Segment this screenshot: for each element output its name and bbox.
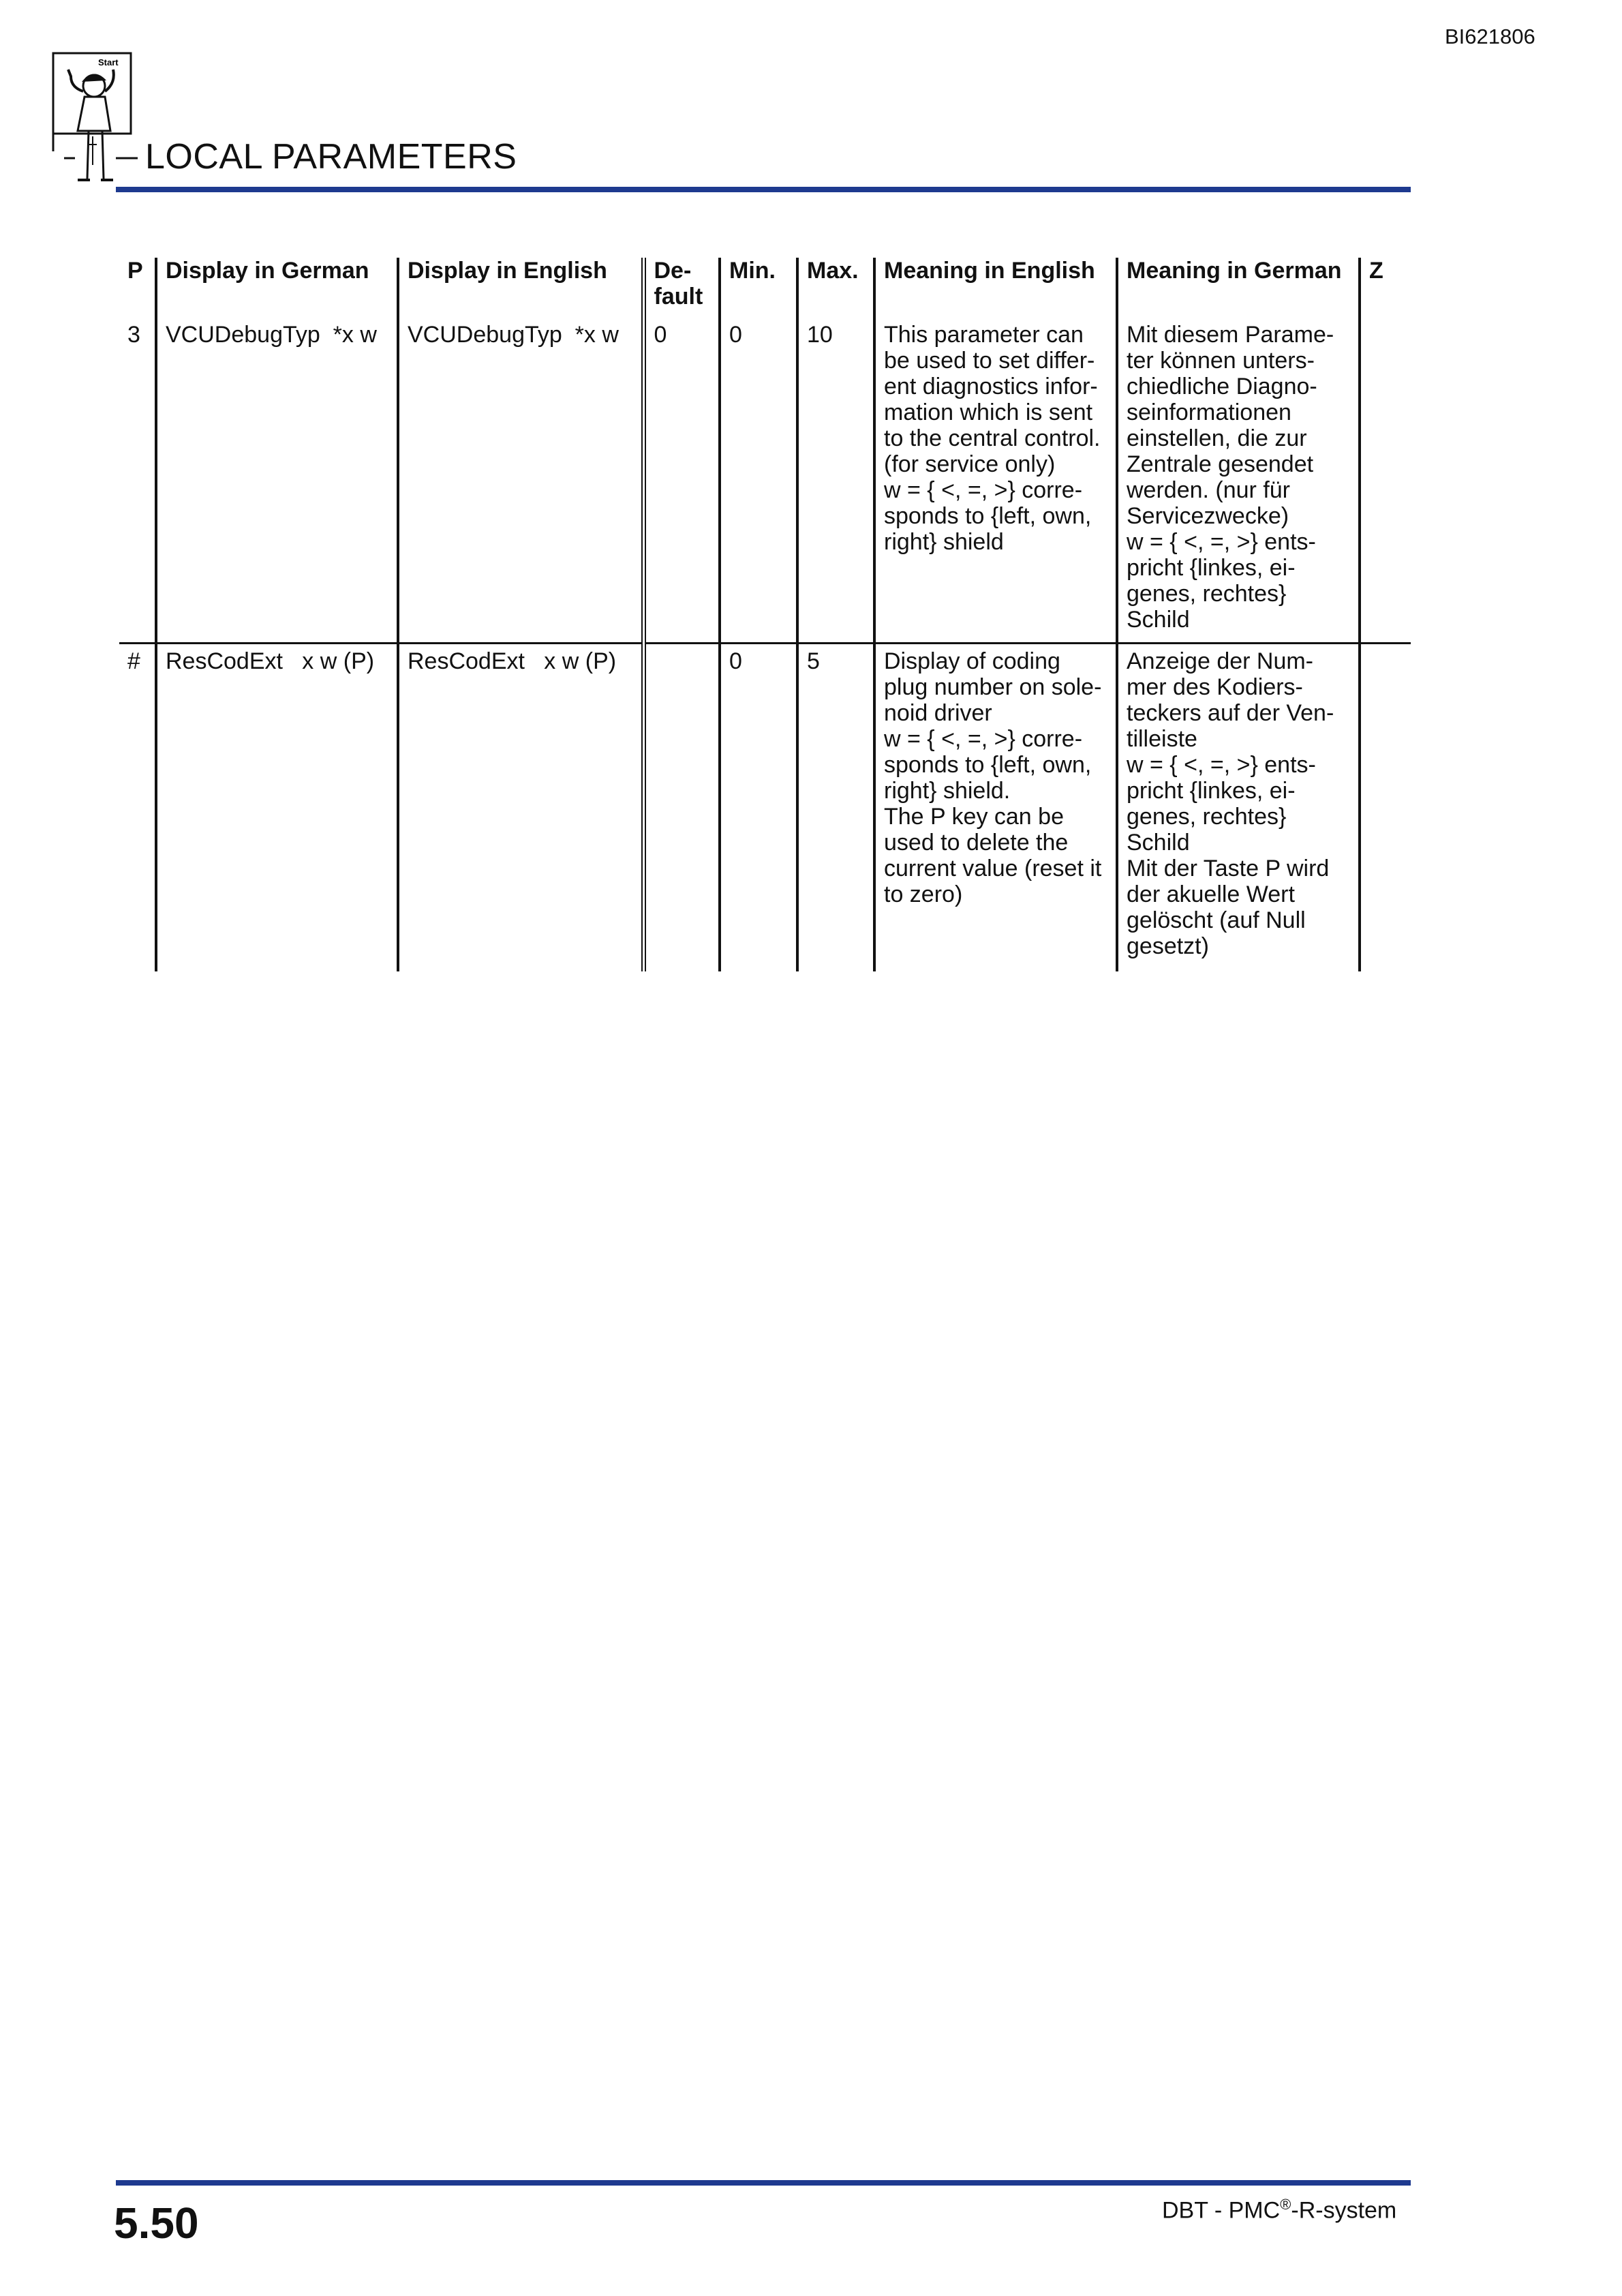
cell-min: 0 [720, 644, 797, 972]
page-number: 5.50 [114, 2199, 199, 2248]
header-p: P [127, 258, 143, 284]
cell-p: # [127, 648, 140, 674]
header-default: De- fault [643, 258, 720, 318]
footer-label-prefix: DBT - PMC [1162, 2197, 1281, 2224]
footer-label [1162, 2196, 1396, 2224]
cell-display-german: VCUDebugTyp *x w [156, 318, 398, 644]
cell-meaning-german: Mit diesem Parame- ter können unters- chiedliche Diagno- seinformationen einstellen, die zur Zentrale gesendet werden. (nur für Servicezwecke) w = { <, =, >} ents- pricht {linkes, ei- genes, rechtes} Schild [1117, 318, 1360, 644]
cell-default: 0 [643, 318, 720, 644]
section-title: LOCAL PARAMETERS [145, 137, 517, 177]
header-z: Z [1360, 258, 1411, 318]
document-id: BI621806 [1445, 25, 1535, 48]
logo-text: Start [98, 57, 119, 67]
cell-max: 10 [797, 318, 874, 644]
table-header-row [119, 258, 1411, 318]
cell-display-english: VCUDebugTyp *x w [398, 318, 643, 644]
start-figure-icon [50, 49, 139, 185]
cell-p: 3 [119, 318, 156, 644]
footer-rule [116, 2180, 1411, 2186]
cell-meaning-german: Anzeige der Num- mer des Kodiers- teckers auf der Ven- tilleiste w = { <, =, >} ents- pricht {linkes, ei- genes, rechtes} Schild Mit der Taste P wird der akuelle Wert gelöscht (auf Null gesetzt) [1117, 644, 1360, 972]
cell-z [1360, 318, 1411, 644]
cell-meaning-english: Display of coding plug number on sole- noid driver w = { <, =, >} corre- sponds to {left, own, right} shield. The P key can be used to delete the current value (reset it to zero) [874, 644, 1117, 972]
header-meaning-english: Meaning in English [874, 258, 1117, 318]
cell-max: 5 [797, 644, 874, 972]
header-max: Max. [797, 258, 874, 318]
cell-meaning-english: This parameter can be used to set differ- ent diagnostics infor- mation which is sent to the central control. (for service only) w = { <, =, >} corre- sponds to {left, own, right} shield [874, 318, 1117, 644]
table-row [119, 318, 1411, 644]
header-display-german: Display in German [156, 258, 398, 318]
footer-label-suffix: -R-system [1291, 2197, 1397, 2224]
parameter-table [119, 258, 1411, 971]
header-meaning-german: Meaning in German [1117, 258, 1360, 318]
cell-display-german: ResCodExt x w (P) [156, 644, 398, 972]
header-rule [116, 187, 1411, 192]
cell-z [1360, 644, 1411, 972]
table-row [119, 644, 1411, 972]
cell-display-english: ResCodExt x w (P) [398, 644, 643, 972]
registered-mark: ® [1280, 2196, 1291, 2213]
cell-default [643, 644, 720, 972]
header-min: Min. [720, 258, 797, 318]
header-display-english: Display in English [398, 258, 643, 318]
cell-min: 0 [720, 318, 797, 644]
